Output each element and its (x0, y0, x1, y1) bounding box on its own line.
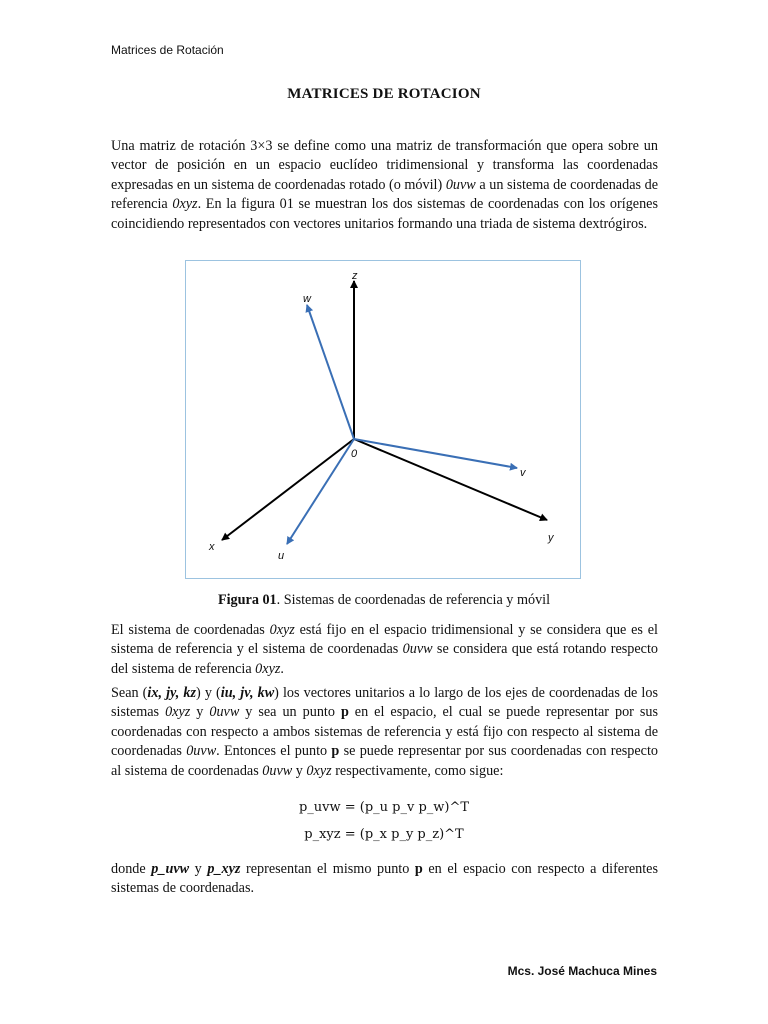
label-origin: 0 (351, 448, 358, 460)
equation-p-uvw: p_uvw = (p_u p_v p_w)^T (298, 800, 470, 815)
caption-text: . Sistemas de coordenadas de referencia y móvil (276, 592, 551, 608)
axis-x (222, 439, 354, 540)
page-footer-author: Mcs. José Machuca Mines (507, 964, 657, 978)
math-0uvw: 0uvw (186, 743, 217, 760)
intro-paragraph (111, 137, 658, 234)
paragraph-2 (111, 621, 658, 679)
text-span: está fijo en el espacio tridimensional y se considera que es el sistema de referencia y el sistema de coordenadas (111, 622, 658, 658)
caption-label: Figura 01 (217, 592, 277, 608)
axis-u (287, 439, 354, 544)
document-title: MATRICES DE ROTACION (287, 86, 481, 102)
text-span: y sea un punto (239, 704, 341, 721)
text-span: representan el mismo punto (240, 861, 415, 877)
text-span: donde (111, 861, 152, 877)
label-w: w (303, 293, 311, 305)
math-0xyz: 0xyz (165, 704, 191, 721)
text-span: Sean ( (111, 685, 148, 701)
axis-v (354, 439, 517, 468)
text-span: ) y ( (196, 685, 221, 701)
text-span: respectivamente, como sigue: (331, 762, 504, 779)
point-p: p (414, 861, 423, 877)
equation-p-xyz: p_xyz = (p_x p_y p_z)^T (304, 827, 464, 842)
text-span: en el espacio, el cual se puede representar por sus coordenadas con respecto a ambos sistemas de referencia y está fijo con respecto al sistema de coordenadas (111, 704, 659, 760)
math-0uvw: 0uvw (209, 704, 240, 721)
text-span: Una matriz de rotación 3×3 se define como una matriz de transformación que opera sobre un vector de posición en un espacio euclídeo tridimensional y transforma las coordenadas expresadas en un sistema de coordenadas rotado (o móvil) (111, 138, 658, 193)
math-0xyz: 0xyz (269, 622, 295, 638)
text-span: se puede representar por sus coordenadas con respecto al sistema de coordenadas (111, 743, 659, 779)
label-v: v (520, 467, 526, 479)
page-header: Matrices de Rotación (111, 43, 224, 57)
text-span: El sistema de coordenadas (111, 622, 270, 638)
figure-01 (185, 260, 581, 579)
text-span: . En la figura 01 se muestran los dos sistemas de coordenadas con los orígenes coincidiendo representados con vectores unitarios formando una triada de sistema dextrógiros. (111, 196, 658, 232)
text-span: ) los vectores unitarios a lo largo de los ejes de coordenadas de los sistemas (111, 685, 658, 721)
math-0uvw: 0uvw (402, 641, 433, 658)
moving-unit-vectors: iu, jv, kw (220, 685, 275, 701)
reference-unit-vectors: ix, jy, kz (147, 685, 197, 701)
text-span: . Entonces el punto (216, 743, 332, 760)
point-p: p (340, 704, 349, 721)
text-span: en el espacio con respecto a diferentes sistemas de coordenadas. (111, 861, 658, 897)
text-span: y (189, 861, 208, 877)
point-p: p (331, 743, 340, 760)
axis-y (354, 439, 547, 520)
figure-caption (0, 592, 768, 609)
text-span: . (280, 660, 284, 677)
text-span: a un sistema de coordenadas de referencia (111, 176, 658, 213)
math-p-xyz: p_xyz (207, 861, 241, 877)
math-0xyz: 0xyz (172, 196, 198, 213)
math-0uvw: 0uvw (445, 176, 476, 193)
math-0xyz: 0xyz (306, 762, 332, 779)
label-y: y (548, 532, 554, 544)
label-x: x (209, 541, 215, 553)
axis-w (307, 305, 354, 439)
label-z: z (352, 270, 358, 282)
text-span: se considera que está rotando respecto del sistema de referencia (111, 641, 658, 677)
text-span: y (292, 762, 307, 779)
text-span: y (190, 704, 210, 721)
paragraph-3 (111, 684, 658, 781)
math-p-uvw: p_uvw (151, 861, 190, 877)
math-0xyz: 0xyz (255, 660, 281, 677)
paragraph-4 (111, 860, 658, 899)
math-0uvw: 0uvw (262, 762, 293, 779)
coordinate-systems-diagram (186, 261, 582, 580)
label-u: u (278, 550, 285, 562)
